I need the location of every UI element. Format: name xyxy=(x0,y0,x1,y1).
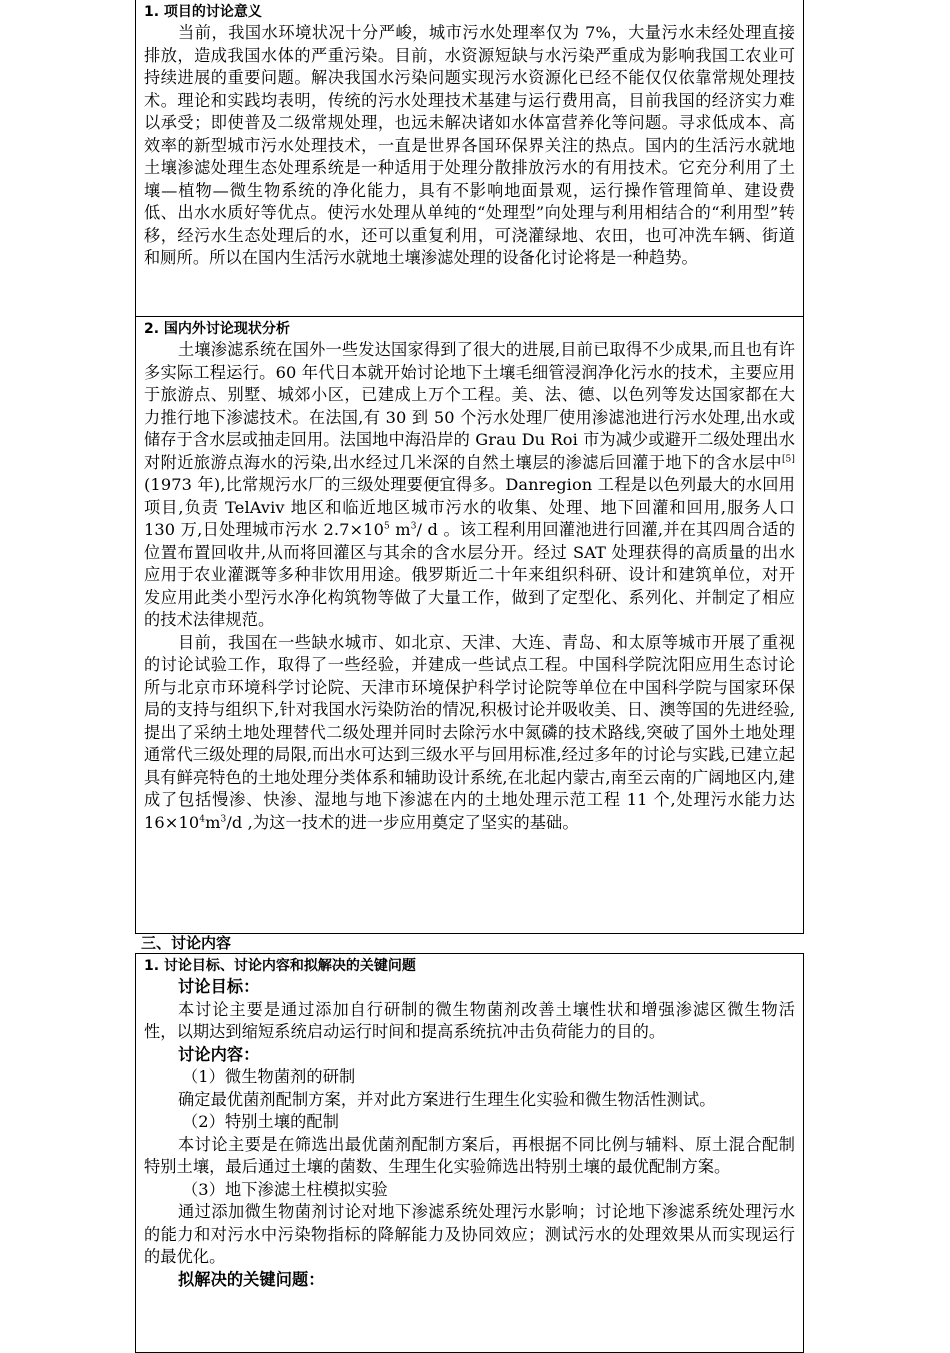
text-run: 目前，我国在一些缺水城市、如北京、天津、大连、青岛、和太原等城市开展了重视的讨论试验工作，取得了一些经验，并建成一些试点工程。中国科学院沈阳应用生态讨论所与北京市环境科学讨论院、天津市环境保护科学讨论院等单位在中国科学院与国家环保局的支持与组织下,针对我国水污染防治的情况,积极讨论并吸收美、日、澳等国的先进经验,提出了采纳土地处理替代二级处理并同时去除污水中氮磷的技术路线,突破了国外土地处理通常代三级处理的局限,而出水可达到三级水平与回用标准,经过多年的讨论与实践,已建立起具有鲜亮特色的土地处理分类体系和辅助设计系统,在北起内蒙古,南至云南的广阔地区内,建成了包括慢渗、快渗、湿地与地下渗滤在内的土地处理示范工程 11 个,处理污水能力达 16×10 xyxy=(144,632,795,832)
body-paragraph: 当前，我国水环境状况十分严峻，城市污水处理率仅为 7%，大量污水未经处理直接排放，造成我国水体的严重污染。目前，水资源短缺与水污染严重成为影响我国工农业可持续进展的重要问题。解决我国水污染问题实现污水资源化已经不能仅仅依靠常规处理技术。理论和实践均表明，传统的污水处理技术基建与运行费用高，目前我国的经济实力难以承受；即使普及二级常规处理，也远未解决诸如水体富营养化等问题。寻求低成本、高效率的新型城市污水处理技术，一直是世界各国环保界关注的热点。国内的生活污水就地土壤渗滤处理生态处理系统是一种适用于处理分散排放污水的有用技术。它充分利用了土壤—植物—微生物系统的净化能力，具有不影响地面景观，运行操作管理简单、建设费低、出水水质好等优点。使污水处理从单纯的“处理型”向处理与利用相结合的“利用型”转移，经污水生态处理后的水，还可以重复利用，可浇灌绿地、农田，也可冲洗车辆、街道和厕所。所以在国内生活污水就地土壤渗滤处理的设备化讨论将是一种趋势。 xyxy=(144,23,795,267)
body-paragraph xyxy=(144,339,795,632)
text-run: / d 。该工程利用回灌池进行回灌,并在其四周合适的位置布置回收井,从而将回灌区与其余的含水层分开。经过 SAT 处理获得的高质量的出水应用于农业灌溉等多种非饮用用途。俄罗斯近二十年来组织科研、设计和建筑单位，对开发应用此类小型污水净化构筑物等做了大量工作，做到了定型化、系列化、并制定了相应的技术法律规范。 xyxy=(144,520,795,629)
body-paragraph: 确定最优菌剂配制方案，并对此方案进行生理生化实验和微生物活性测试。 xyxy=(178,1089,716,1109)
exponent: 3 xyxy=(220,814,227,825)
text-run: (1973 年),比常规污水厂的三级处理要便宜得多。Danregion 工程是以色列最大的水回用项目,负责 TelAviv 地区和临近地区城市污水的收集、处理、地下回灌和回用,服务人口 130 万,日处理城市污水 2.7×10 xyxy=(144,475,795,539)
list-item-title: （1）微生物菌剂的研制 xyxy=(182,1067,356,1086)
body-paragraph: 本讨论主要是在筛选出最优菌剂配制方案后，再根据不同比例与辅料、原土混合配制特别土壤，最后通过土壤的菌数、生理生化实验筛选出特别土壤的最优配制方案。 xyxy=(144,1134,795,1176)
text-run: 土壤渗滤系统在国外一些发达国家得到了很大的进展,目前已取得不少成果,而且也有许多实际工程运行。60 年代日本就开始讨论地下土壤毛细管浸润净化污水的技术，主要应用于旅游点、别墅、城郊小区，已建成上万个工程。美、法、德、以色列等发达国家都在大力推行地下渗滤技术。在法国,有 30 到 50 个污水处理厂使用渗滤池进行污水处理,出水或储存于含水层或抽走回用。法国地中海沿岸的 Grau Du Roi 市为减少或避开二级处理出水对附近旅游点海水的污染,出水经过几米深的自然土壤层的渗滤后回灌于地下的含水层中 xyxy=(144,340,795,472)
exponent: 4 xyxy=(199,814,206,825)
section-significance xyxy=(135,0,804,317)
key-issues-label: 拟解决的关键问题： xyxy=(178,1269,325,1289)
citation-ref: [5] xyxy=(781,454,795,465)
text-run: m xyxy=(205,812,221,832)
exponent: 3 xyxy=(410,521,417,532)
section-research-content xyxy=(135,953,804,1353)
content-label: 讨论内容： xyxy=(178,1044,260,1064)
body-paragraph: 通过添加微生物菌剂讨论对地下渗滤系统处理污水影响；讨论地下渗滤系统处理污水的能力和对污水中污染物指标的降解能力及协同效应；测试污水的处理效果从而实现运行的最优化。 xyxy=(144,1202,795,1266)
goal-label: 讨论目标： xyxy=(178,977,260,996)
list-item-title: （2）特别土壤的配制 xyxy=(182,1112,339,1131)
chapter-title: 三、讨论内容 xyxy=(141,934,232,952)
section-heading: 1. 项目的讨论意义 xyxy=(144,4,262,20)
section-heading: 1. 讨论目标、讨论内容和拟解决的关键问题 xyxy=(144,958,416,974)
body-paragraph xyxy=(144,632,795,835)
document-page xyxy=(135,0,804,1353)
list-item-title: （3）地下渗滤土柱模拟实验 xyxy=(182,1179,388,1199)
text-run: m xyxy=(389,520,411,539)
text-run: /d ,为这一技术的进一步应用奠定了坚实的基础。 xyxy=(226,812,579,832)
section-heading: 2. 国内外讨论现状分析 xyxy=(144,321,290,337)
body-paragraph: 本讨论主要是通过添加自行研制的微生物菌剂改善土壤性状和增强渗滤区微生物活性，以期达到缩短系统启动运行时间和提高系统抗冲击负荷能力的目的。 xyxy=(144,999,795,1041)
section-status-analysis xyxy=(135,317,804,934)
exponent: 5 xyxy=(383,521,390,532)
